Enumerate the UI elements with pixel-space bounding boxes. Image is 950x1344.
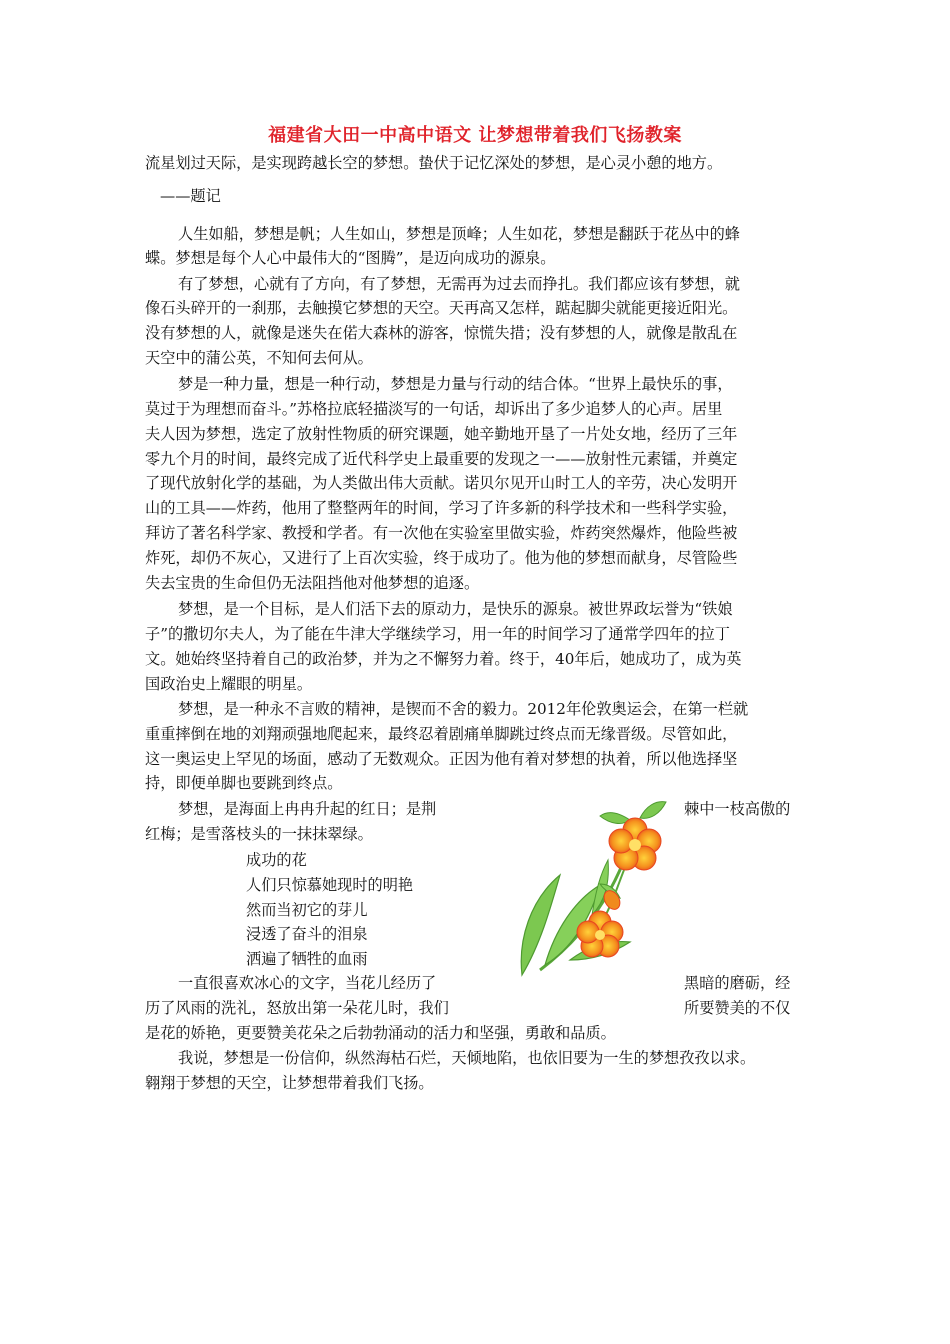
paragraph-2-line: 像石头碎开的一刹那，去触摸它梦想的天空。天再高又怎样，踮起脚尖就能更接近阳光。 xyxy=(145,299,738,317)
paragraph-2-line: 天空中的蒲公英，不知何去何从。 xyxy=(145,349,373,367)
paragraph-3-line: 莫过于为理想而奋斗。”苏格拉底轻描淡写的一句话，却诉出了多少追梦人的心声。居里 xyxy=(145,400,723,418)
paragraph-3-line: 夫人因为梦想，选定了放射性物质的研究课题，她辛勤地开垦了一片处女地，经历了三年 xyxy=(145,425,738,443)
paragraph-6-line: 梦想，是海面上冉冉升起的红日；是荆 xyxy=(178,800,437,818)
paragraph-6-line: 棘中一枝高傲的 xyxy=(684,800,791,818)
epigraph: 流星划过天际，是实现跨越长空的梦想。蛰伏于记忆深处的梦想，是心灵小憩的地方。 xyxy=(145,154,723,172)
paragraph-5-line: 重重摔倒在地的刘翔顽强地爬起来，最终忍着剧痛单脚跳过终点而无缘晋级。尽管如此， xyxy=(145,725,738,743)
document-title: 福建省大田一中高中语文 让梦想带着我们飞扬教案 xyxy=(268,125,682,146)
paragraph-8-line: 翱翔于梦想的天空，让梦想带着我们飞扬。 xyxy=(145,1074,434,1092)
paragraph-4-line: 国政治史上耀眼的明星。 xyxy=(145,675,313,693)
paragraph-4-line: 梦想，是一个目标，是人们活下去的原动力，是快乐的源泉。被世界政坛誉为“铁娘 xyxy=(178,600,733,618)
paragraph-5-line: 梦想，是一种永不言败的精神，是锲而不舍的毅力。2012年伦敦奥运会，在第一栏就 xyxy=(178,700,749,718)
poem-line: 人们只惊慕她现时的明艳 xyxy=(246,876,414,894)
paragraph-3-line: 拜访了著名科学家、教授和学者。有一次他在实验室里做实验，炸药突然爆炸，他险些被 xyxy=(145,524,738,542)
flower-illustration xyxy=(500,790,680,980)
paragraph-3-line: 山的工具——炸药，他用了整整两年的时间，学习了许多新的科学技术和一些科学实验， xyxy=(145,499,738,517)
poem-line: 浸透了奋斗的泪泉 xyxy=(246,925,368,943)
paragraph-5-line: 这一奥运史上罕见的场面，感动了无数观众。正因为他有着对梦想的执着，所以他选择坚 xyxy=(145,750,738,768)
paragraph-4-line: 子”的撒切尔夫人，为了能在牛津大学继续学习，用一年的时间学习了通常学四年的拉丁 xyxy=(145,625,730,643)
paragraph-3-line: 零九个月的时间，最终完成了近代科学史上最重要的发现之一——放射性元素镭，并奠定 xyxy=(145,450,738,468)
paragraph-2-line: 有了梦想，心就有了方向，有了梦想，无需再为过去而挣扎。我们都应该有梦想，就 xyxy=(178,275,740,293)
poem-line: 成功的花 xyxy=(246,851,307,869)
poem-line: 然而当初它的芽儿 xyxy=(246,901,368,919)
paragraph-7-line: 所要赞美的不仅 xyxy=(684,999,791,1017)
poem-line: 洒遍了牺牲的血雨 xyxy=(246,950,368,968)
paragraph-3-line: 炸死，却仍不灰心，又进行了上百次实验，终于成功了。他为他的梦想而献身，尽管险些 xyxy=(145,549,738,567)
epigraph-source: ——题记 xyxy=(160,187,221,205)
paragraph-4-line: 文。她始终坚持着自己的政治梦，并为之不懈努力着。终于，40年后，她成功了，成为英 xyxy=(145,650,742,668)
paragraph-2-line: 没有梦想的人，就像是迷失在偌大森林的游客，惊慌失措；没有梦想的人，就像是散乱在 xyxy=(145,324,738,342)
paragraph-6-line: 红梅；是雪落枝头的一抹抹翠绿。 xyxy=(145,825,373,843)
paragraph-7-line: 历了风雨的洗礼，怒放出第一朵花儿时，我们 xyxy=(145,999,449,1017)
paragraph-5-line: 持，即便单脚也要跳到终点。 xyxy=(145,774,343,792)
paragraph-1-line: 人生如船，梦想是帆；人生如山，梦想是顶峰；人生如花，梦想是翻跃于花丛中的蜂 xyxy=(178,225,740,243)
paragraph-7-line: 是花的娇艳，更要赞美花朵之后勃勃涌动的活力和坚强，勇敢和品质。 xyxy=(145,1024,616,1042)
paragraph-3-line: 梦是一种力量，想是一种行动，梦想是力量与行动的结合体。“世界上最快乐的事， xyxy=(178,375,733,393)
paragraph-7-line: 黑暗的磨砺，经 xyxy=(684,974,791,992)
paragraph-1-line: 蝶。梦想是每个人心中最伟大的“图腾”，是迈向成功的源泉。 xyxy=(145,249,556,267)
paragraph-3-line: 了现代放射化学的基础，为人类做出伟大贡献。诺贝尔见开山时工人的辛劳，决心发明开 xyxy=(145,474,738,492)
paragraph-8-line: 我说，梦想是一份信仰，纵然海枯石烂，天倾地陷，也依旧要为一生的梦想孜孜以求。 xyxy=(178,1049,756,1067)
paragraph-7-line: 一直很喜欢冰心的文字，当花儿经历了 xyxy=(178,974,437,992)
paragraph-3-line: 失去宝贵的生命但仍无法阻挡他对他梦想的追逐。 xyxy=(145,574,480,592)
